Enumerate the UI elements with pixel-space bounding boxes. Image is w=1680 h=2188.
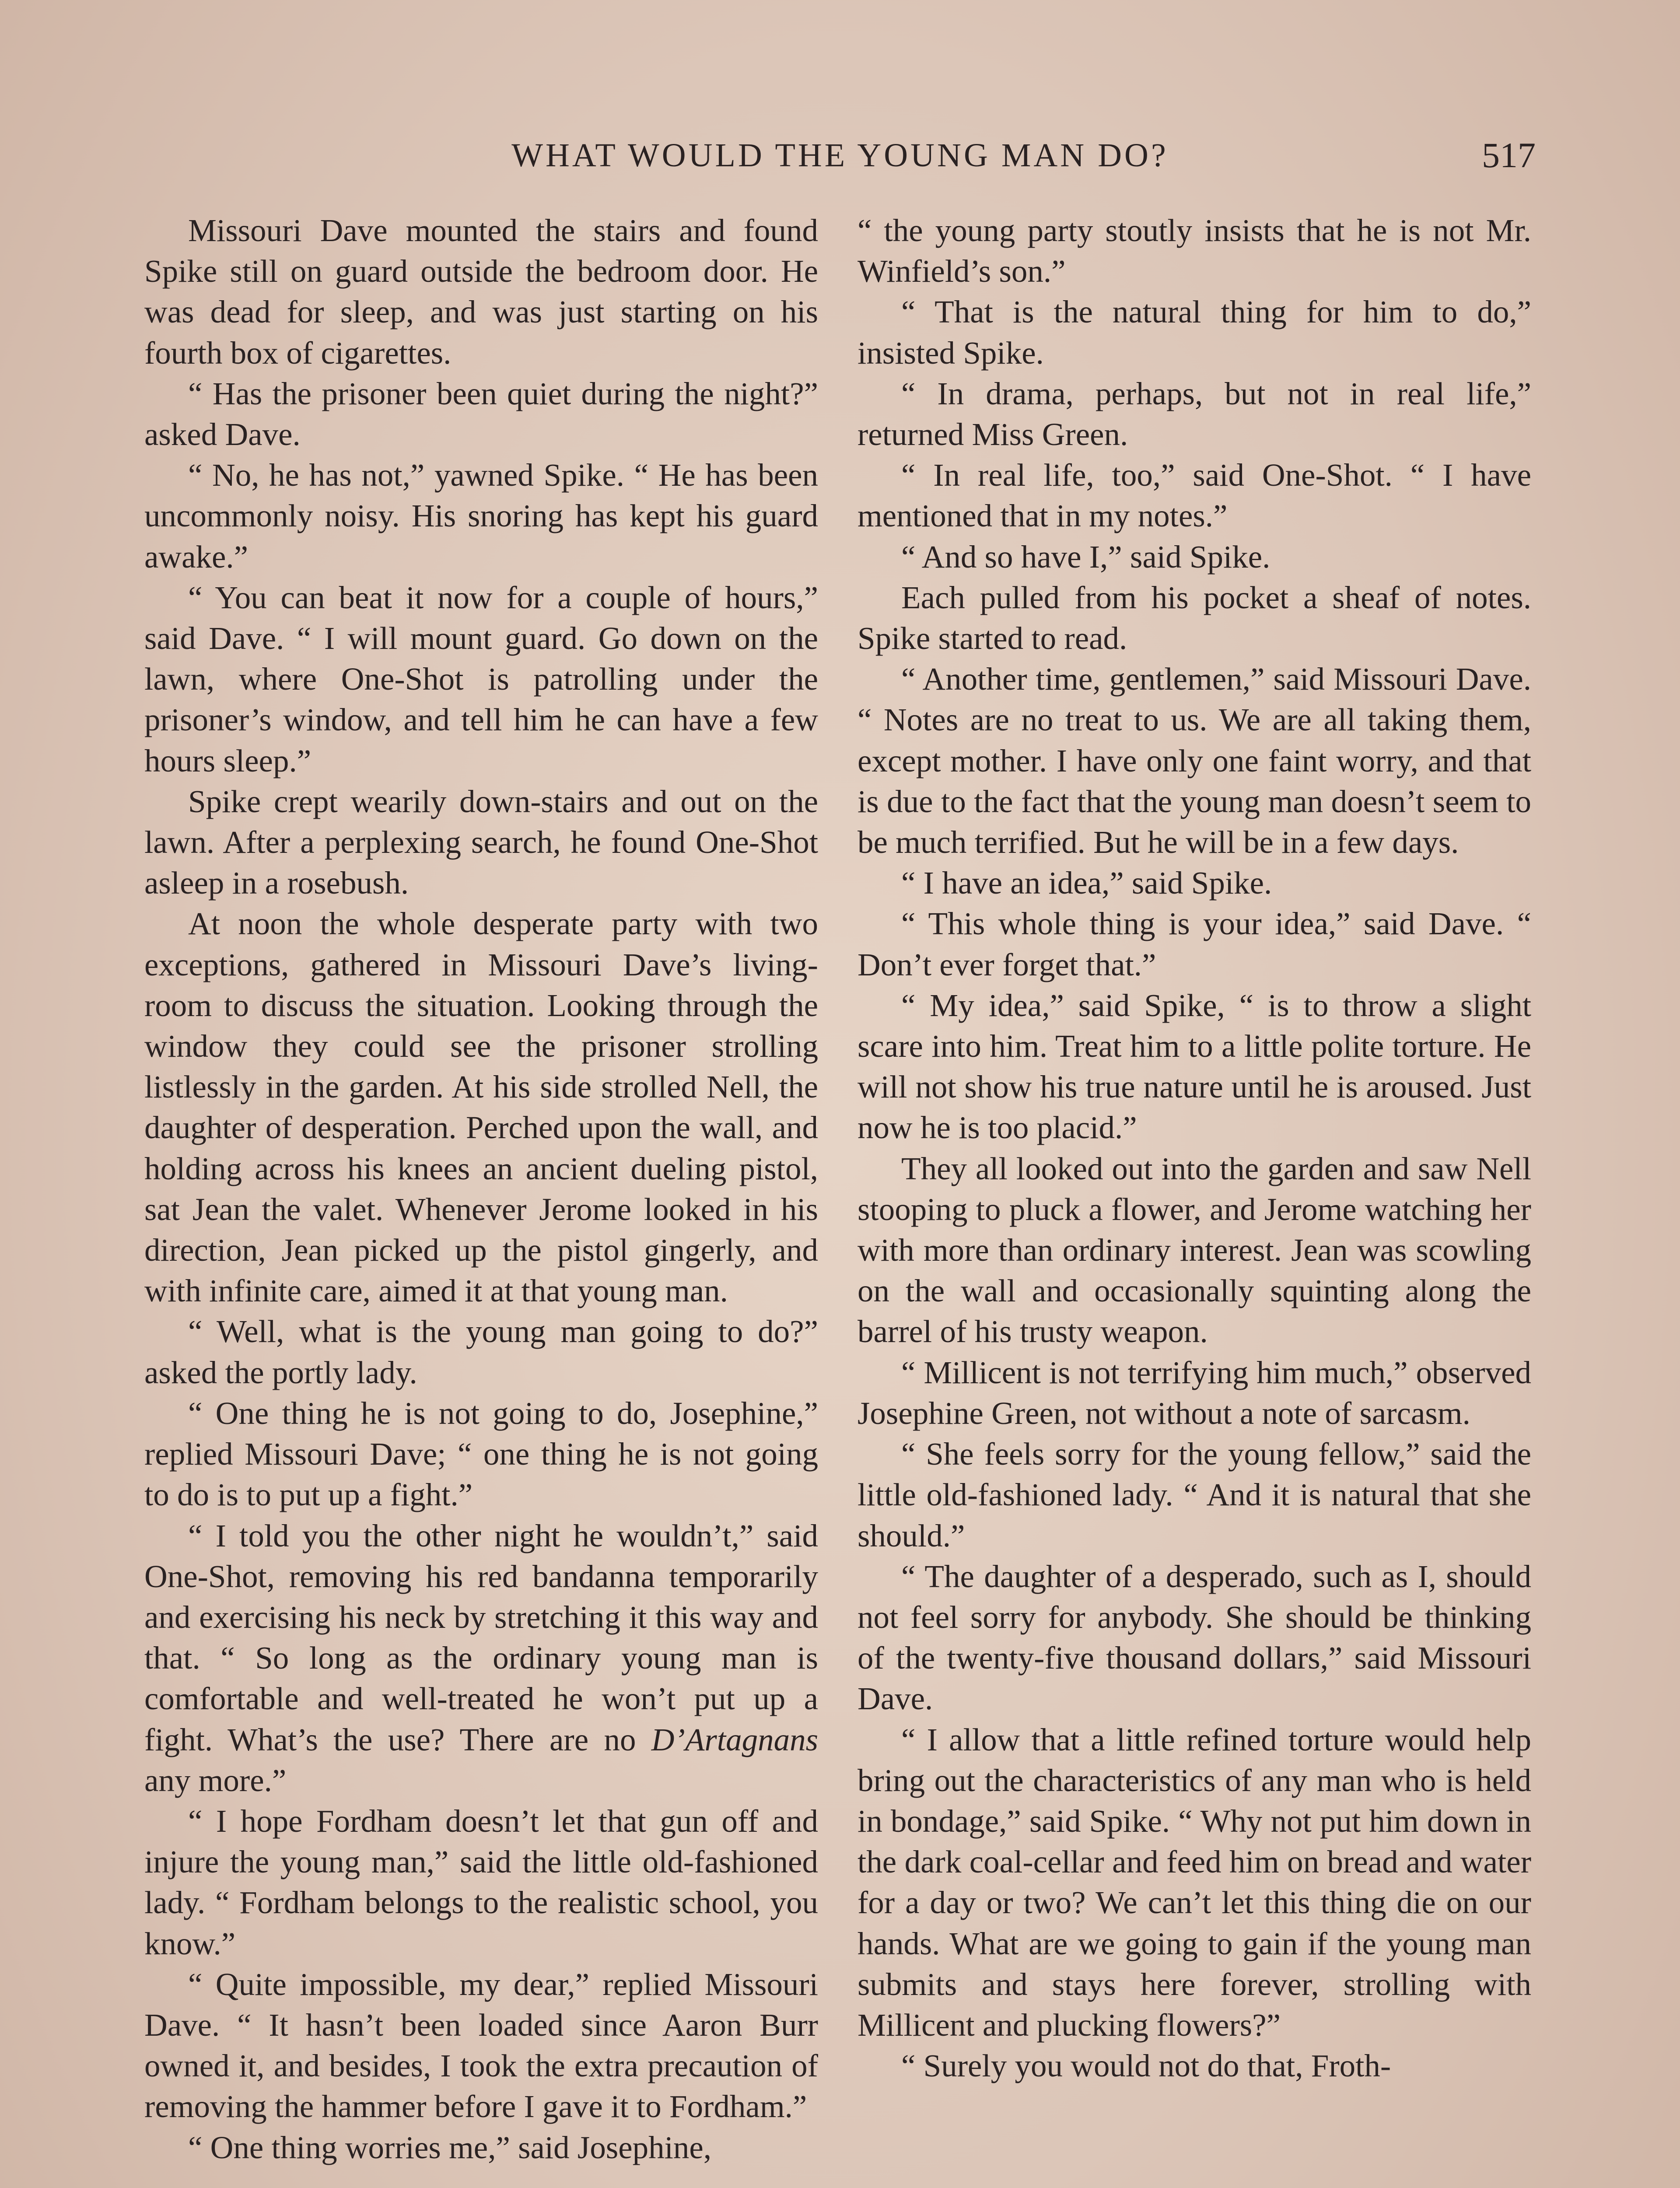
paragraph: “ Has the prisoner been quiet during the night?” asked Dave. (144, 375, 818, 452)
right-column (858, 210, 1531, 2086)
page-number: 517 (1482, 135, 1536, 175)
paragraph: “ One thing worries me,” said Josephine, (188, 2129, 712, 2165)
paragraph: “ This whole thing is your idea,” said Dave. “ Don’t ever forget that.” (858, 906, 1531, 982)
paragraph-tail: any more.” (144, 1762, 287, 1798)
paragraph: At noon the whole desperate party with two exceptions, gathered in Missouri Dave’s living-room to discuss the situation. Looking through the window they could see the prisoner strolling listlessly in the garden. At his side strolled Nell, the daughter of desperation. Perched upon the wall, and holding across his knees an ancient dueling pistol, sat Jean the valet. Whenever Jerome looked in his direction, Jean picked up the pistol gingerly, and with infinite care, aimed it at that young man. (144, 906, 818, 1309)
paragraph-with-italic (144, 1515, 818, 1801)
paragraph-continued: “ the young party stoutly insists that he is not Mr. Winfield’s son.” (858, 213, 1531, 289)
paragraph: “ No, he has not,” yawned Spike. “ He has been uncommonly noisy. His snoring has kept his guard awake.” (144, 457, 818, 575)
paragraph: “ That is the natural thing for him to do,” insisted Spike. (858, 294, 1531, 371)
paragraph: “ Well, what is the young man going to do?” asked the portly lady. (144, 1314, 818, 1390)
paragraph: “ I hope Fordham doesn’t let that gun off and injure the young man,” said the little old-fashioned lady. “ Fordham belongs to the realistic school, you know.” (144, 1803, 818, 1961)
italic-term: D’Artagnans (651, 1722, 819, 1757)
paragraph: They all looked out into the garden and saw Nell stooping to pluck a flower, and Jerome watching her with more than ordinary interest. Jean was scowling on the wall and occasionally squinting along the barrel of his trusty weapon. (858, 1150, 1531, 1350)
paragraph: “ I allow that a little refined torture would help bring out the characteristics of any man who is held in bondage,” said Spike. “ Why not put him down in the dark coal-cellar and feed him on bread and water for a day or two? We can’t let this thing die on our hands. What are we going to gain if the young man submits and stays here forever, strolling with Millicent and plucking flowers?” (858, 1722, 1531, 2043)
paragraph: “ I have an idea,” said Spike. (901, 865, 1272, 901)
paragraph: “ Surely you would not do that, Froth- (901, 2048, 1391, 2084)
paragraph: Spike crept wearily down-stairs and out on the lawn. After a perplexing search, he found One-Shot asleep in a rosebush. (144, 783, 818, 901)
paragraph: “ My idea,” said Spike, “ is to throw a slight scare into him. Treat him to a little polite torture. He will not show his true nature until he is aroused. Just now he is too placid.” (858, 987, 1531, 1146)
paragraph: “ You can beat it now for a couple of hours,” said Dave. “ I will mount guard. Go down on the lawn, where One-Shot is patrolling under the prisoner’s window, and tell him he can have a few hours sleep.” (144, 579, 818, 778)
paragraph-text: “ I told you the other night he wouldn’t,” said One-Shot, removing his red bandanna temporarily and exercising his neck by stretching it this way and that. “ So long as the ordinary young man is comfortable and well-treated he won’t put up a fight. What’s the use? There are no (144, 1518, 818, 1757)
paragraph: “ Quite impossible, my dear,” replied Missouri Dave. “ It hasn’t been loaded since Aaron Burr owned it, and besides, I took the extra precaution of removing the hammer before I gave it to Fordham.” (144, 1966, 818, 2125)
paragraph: “ And so have I,” said Spike. (901, 539, 1270, 575)
running-title: WHAT WOULD THE YOUNG MAN DO? (511, 137, 1169, 174)
paragraph: “ Millicent is not terrifying him much,” observed Josephine Green, not without a note of sarcasm. (858, 1354, 1531, 1431)
paragraph: “ Another time, gentlemen,” said Missouri Dave. “ Notes are no treat to us. We are all taking them, except mother. I have only one faint worry, and that is due to the fact that the young man doesn’t seem to be much terrified. But he will be in a few days. (858, 661, 1531, 860)
paragraph: “ She feels sorry for the young fellow,” said the little old-fashioned lady. “ And it is natural that she should.” (858, 1436, 1531, 1553)
paragraph: Each pulled from his pocket a sheaf of notes. Spike started to read. (858, 579, 1531, 656)
paragraph: “ In drama, perhaps, but not in real life,” returned Miss Green. (858, 375, 1531, 452)
paragraph: “ In real life, too,” said One-Shot. “ I have mentioned that in my notes.” (858, 457, 1531, 534)
left-column (144, 210, 818, 2168)
paragraph: “ One thing he is not going to do, Josephine,” replied Missouri Dave; “ one thing he is not going to do is to put up a fight.” (144, 1395, 818, 1513)
paragraph: “ The daughter of a desperado, such as I, should not feel sorry for anybody. She should be thinking of the twenty-five thousand dollars,” said Missouri Dave. (858, 1558, 1531, 1717)
page-header (144, 127, 1536, 184)
paragraph: Missouri Dave mounted the stairs and found Spike still on guard outside the bedroom door. He was dead for sleep, and was just starting on his fourth box of cigarettes. (144, 213, 818, 371)
